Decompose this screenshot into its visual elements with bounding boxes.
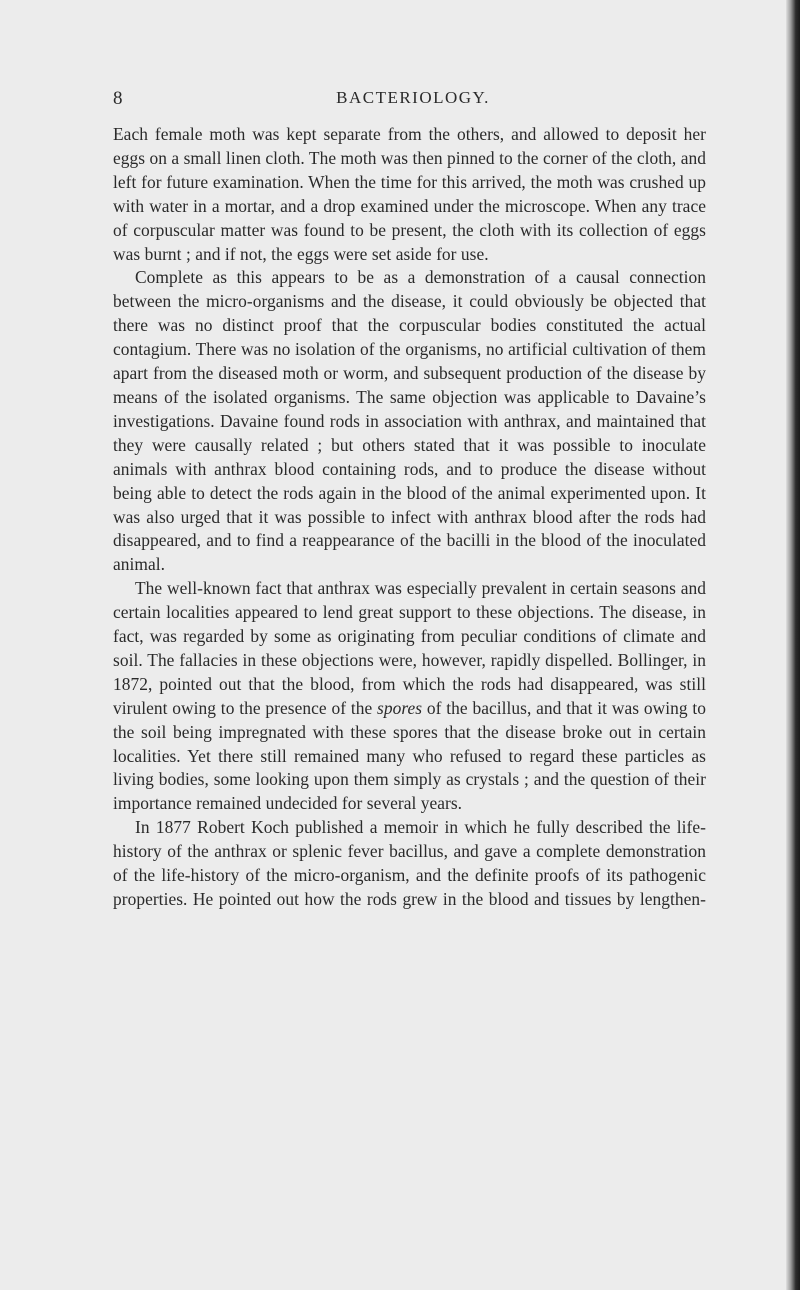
paragraph-moth-eggs: Each female moth was kept separate from the others, and allowed to deposit her eggs on a small linen cloth. The moth was then pinned to the corner of the cloth, and left for future examination. When the time for this arrived, the moth was crushed up with water in a mortar, and a drop examined under the microscope. When any trace of corpuscular matter was found to be present, the cloth with its collection of eggs was burnt ; and if not, the eggs were set aside for use. xyxy=(113,124,706,264)
paragraph-text-after: of the bacillus, and that it was owing to the soil being impregnated with these spores that the disease broke out in certain localities. Yet there still remained many who refused to regard these particles as living bodies, some looking upon them simply as crystals ; and the question of their importance remained undecided for several years. xyxy=(113,697,706,814)
emphasis-spores: spores xyxy=(377,697,423,718)
running-head: BACTERIOLOGY. xyxy=(336,88,490,107)
page-edge-shadow xyxy=(786,0,800,1290)
paragraph-text-before: The well-known fact that anthrax was especially prevalent in certain seasons and certain localities appeared to lend great support to these objections. The disease, in fact, was regarded by some as originating from peculiar conditions of climate and soil. The fallacies in these objections were, however, rapidly dispelled. Bollinger, in 1872, pointed out that the blood, from which the rods had disappeared, was still virulent owing to the presence of the xyxy=(113,578,706,718)
page-number: 8 xyxy=(113,88,123,109)
paragraph-anthrax-seasons xyxy=(113,577,706,816)
paragraph-koch: In 1877 Robert Koch published a memoir in which he fully described the life-history of the anthrax or splenic fever bacillus, and gave a complete demonstration of the life-history of the micro-organism, and the definite proofs of its pathogenic properties. He pointed out how the rods grew in the blood and tissues by lengthen- xyxy=(113,817,706,909)
page-header xyxy=(113,88,713,114)
paragraph-objections: Complete as this appears to be as a demonstration of a causal connection between the micro-organisms and the disease, it could obviously be objected that there was no distinct proof that the corpuscular bodies constituted the actual contagium. There was no isolation of the organisms, no artificial cultivation of them apart from the diseased moth or worm, and subsequent production of the disease by means of the isolated organisms. The same objection was applicable to Davaine’s investigations. Davaine found rods in association with anthrax, and maintained that they were causally related ; but others stated that it was possible to inoculate animals with anthrax blood containing rods, and to produce the disease without being able to detect the rods again in the blood of the animal experimented upon. It was also urged that it was possible to infect with anthrax blood after the rods had disappeared, and to find a reappearance of the bacilli in the blood of the inoculated animal. xyxy=(113,267,706,575)
body-text xyxy=(113,123,706,912)
